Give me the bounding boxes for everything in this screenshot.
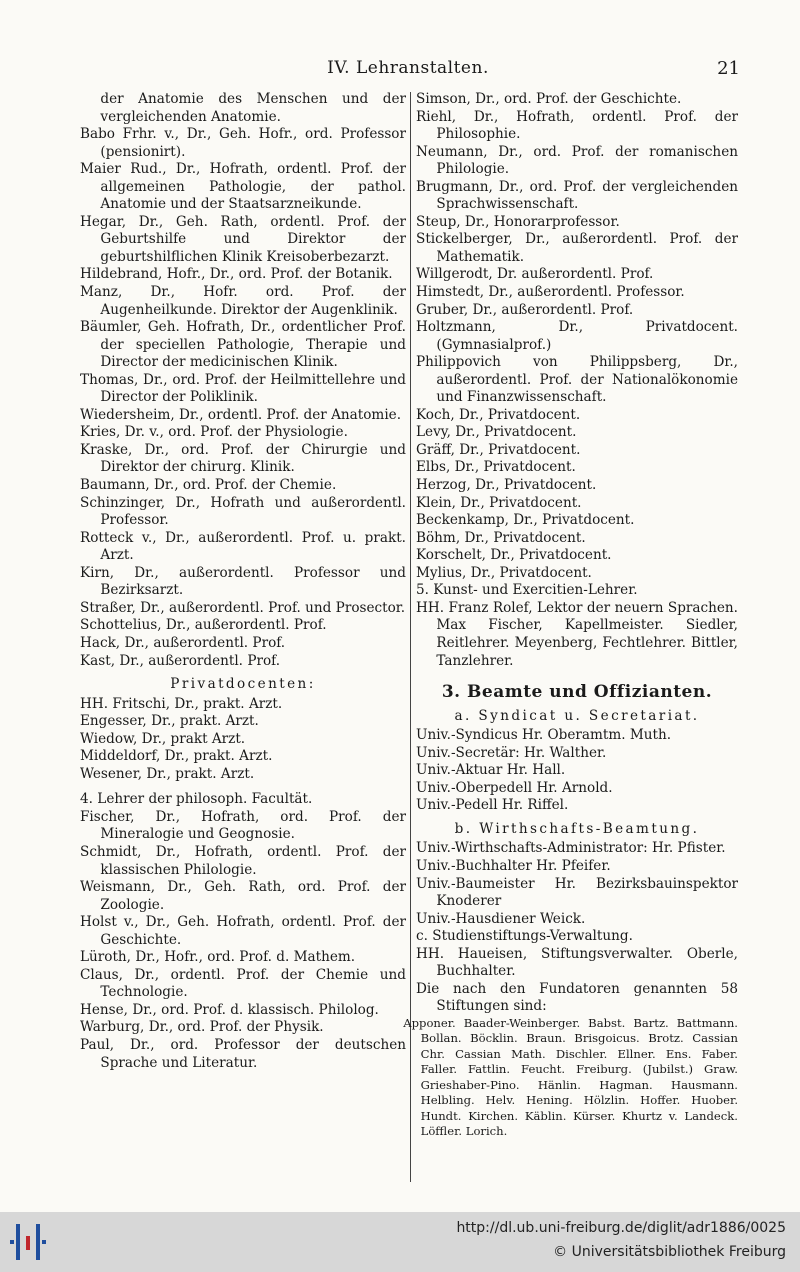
entry: Univ.-Baumeister Hr. Bezirksbauinspektor Knoderer [416, 875, 738, 910]
entry: HH. Fritschi, Dr., prakt. Arzt. [80, 695, 283, 712]
entry: Himstedt, Dr., außerordentl. Professor. [416, 284, 685, 301]
entry: Schinzinger, Dr., Hofrath und außerordentl. Professor. [80, 494, 406, 529]
entry: Kries, Dr. v., ord. Prof. der Physiologie. [80, 424, 348, 441]
entry: Simson, Dr., ord. Prof. der Geschichte. [416, 91, 682, 107]
entry: Schottelius, Dr., außerordentl. Prof. [80, 617, 327, 634]
entry: Beckenkamp, Dr., Privatdocent. [416, 512, 635, 529]
entry: Klein, Dr., Privatdocent. [416, 494, 582, 511]
entry: Stickelberger, Dr., außerordentl. Prof. der Mathematik. [416, 231, 738, 265]
entry: Steup, Dr., Honorarprofessor. [416, 213, 620, 230]
entry: Univ.-Aktuar Hr. Hall. [416, 762, 566, 779]
entry: Univ.-Pedell Hr. Riffel. [416, 797, 569, 814]
entry: Gruber, Dr., außerordentl. Prof. [416, 301, 634, 318]
entry: Riehl, Dr., Hofrath, ordentl. Prof. der Philosophie. [416, 108, 738, 143]
viewer-footer [0, 1212, 800, 1272]
entry: HH. Franz Rolef, Lektor der neuern Sprachen. Max Fischer, Kapellmeister. Siedler, Reitlehrer. Meyenberg, Fechtlehrer. Bittler, Tanzlehrer. [416, 599, 738, 669]
section-heading: a. Syndicat u. Secretariat. [454, 707, 700, 724]
entry: Brugmann, Dr., ord. Prof. der vergleichenden Sprachwissenschaft. [416, 178, 738, 213]
entry: Die nach den Fundatoren genannten 58 Stiftungen sind: [416, 980, 738, 1015]
entry: Mylius, Dr., Privatdocent. [416, 564, 592, 581]
entry: Philippovich von Philippsberg, Dr., außerordentl. Prof. der Nationalökonomie und Finanzwissenschaft. [416, 354, 738, 406]
entry: Hense, Dr., ord. Prof. d. klassisch. Philolog. [80, 1001, 379, 1018]
section-heading: 3. Beamte und Offizianten. [441, 682, 713, 703]
entry: Gräff, Dr., Privatdocent. [416, 441, 581, 458]
entry: Fischer, Dr., Hofrath, ord. Prof. der Mineralogie und Geognosie. [80, 808, 406, 843]
entry: Holtzmann, Dr., Privatdocent. (Gymnasialprof.) [416, 319, 738, 353]
entry: Kirn, Dr., außerordentl. Professor und Bezirksarzt. [80, 564, 406, 599]
entry: Weismann, Dr., Geh. Rath, ord. Prof. der Zoologie. [80, 879, 406, 913]
entry: Willgerodt, Dr. außerordentl. Prof. [416, 266, 654, 283]
entry: Univ.-Buchhalter Hr. Pfeifer. [416, 857, 611, 874]
right-column [403, 91, 738, 1140]
entry: Thomas, Dr., ord. Prof. der Heilmittellehre und Director der Poliklinik. [80, 371, 406, 406]
entry: 4. Lehrer der philosoph. Facultät. [80, 791, 313, 808]
entry: Wiedow, Dr., prakt Arzt. [80, 730, 246, 747]
entry: Univ.-Hausdiener Weick. [416, 910, 586, 927]
entry: Middeldorf, Dr., prakt. Arzt. [80, 748, 273, 765]
entry: Hildebrand, Hofr., Dr., ord. Prof. der Botanik. [80, 266, 393, 283]
running-title: IV. Lehranstalten. [327, 58, 489, 78]
entry: Schmidt, Dr., Hofrath, ordentl. Prof. der klassischen Philologie. [80, 843, 406, 878]
copyright-notice: © Universitätsbibliothek Freiburg [553, 1244, 786, 1260]
entry: Univ.-Secretär: Hr. Walther. [416, 744, 607, 761]
entry: Bäumler, Geh. Hofrath, Dr., ordentlicher Prof. der speciellen Pathologie, Therapie und Director der medicinischen Klinik. [80, 319, 406, 371]
entry: Apponer. Baader-Weinberger. Babst. Bartz. Battmann. Bollan. Böcklin. Braun. Brisgoicus. Brotz. Cassian Chr. Cassian Math. Dischler. Ellner. Ens. Faber. Faller. Fattlin. Feucht. Freiburg. (Jubilst.) Graw. Grieshaber-Pino. Hänlin. Hagman. Hausmann. Helbling. Helv. Hening. Hölzlin. Hoffer. Huober. Hundt. Kirchen. Käblin. Kürser. Khurtz v. Landeck. Löffler. Lorich. [403, 1015, 738, 1139]
entry: Korschelt, Dr., Privatdocent. [416, 547, 612, 564]
entry: Hegar, Dr., Geh. Rath, ordentl. Prof. der Geburtshilfe und Direktor der geburtshilflichen Klinik Kreisoberbezarzt. [80, 213, 406, 265]
entry: Manz, Dr., Hofr. ord. Prof. der Augenheilkunde. Direktor der Augenklinik. [80, 284, 406, 318]
entry: Claus, Dr., ordentl. Prof. der Chemie und Technologie. [80, 966, 406, 1001]
entry: Baumann, Dr., ord. Prof. der Chemie. [80, 477, 337, 494]
entry: Kast, Dr., außerordentl. Prof. [80, 652, 281, 669]
entry: der Anatomie des Menschen und der vergleichenden Anatomie. [100, 91, 406, 125]
entry: c. Studienstiftungs-Verwaltung. [416, 928, 633, 945]
entry: Herzog, Dr., Privatdocent. [416, 477, 597, 494]
entry: Maier Rud., Dr., Hofrath, ordentl. Prof. der allgemeinen Pathologie, der pathol. Anatomie und der Staatsarzneikunde. [80, 161, 406, 213]
section-heading: b. Wirthschafts-Beamtung. [454, 820, 700, 837]
library-logo-icon [10, 1222, 46, 1262]
entry: Böhm, Dr., Privatdocent. [416, 529, 586, 546]
entry: Levy, Dr., Privatdocent. [416, 424, 577, 441]
entry: Koch, Dr., Privatdocent. [416, 406, 581, 423]
source-url[interactable]: http://dl.ub.uni-freiburg.de/diglit/adr1886/0025 [456, 1220, 786, 1236]
entry: Warburg, Dr., ord. Prof. der Physik. [80, 1019, 324, 1036]
entry: Wiedersheim, Dr., ordentl. Prof. der Anatomie. [80, 406, 402, 423]
entry: Hack, Dr., außerordentl. Prof. [80, 634, 286, 651]
entry: Kraske, Dr., ord. Prof. der Chirurgie und Direktor der chirurg. Klinik. [80, 441, 406, 476]
entry: Lüroth, Dr., Hofr., ord. Prof. d. Mathem. [80, 949, 356, 966]
entry: Univ.-Syndicus Hr. Oberamtm. Muth. [416, 727, 672, 744]
left-column [80, 91, 406, 1072]
entry: Straßer, Dr., außerordentl. Prof. und Prosector. [80, 599, 406, 616]
section-heading: Privatdocenten: [170, 676, 316, 693]
entry: Univ.-Wirthschafts-Administrator: Hr. Pfister. [416, 840, 726, 857]
entry: Engesser, Dr., prakt. Arzt. [80, 713, 259, 730]
entry: 5. Kunst- und Exercitien-Lehrer. [416, 582, 638, 599]
page-number: 21 [717, 58, 740, 79]
entry: Holst v., Dr., Geh. Hofrath, ordentl. Prof. der Geschichte. [80, 914, 406, 948]
entry: Univ.-Oberpedell Hr. Arnold. [416, 779, 613, 796]
entry: HH. Haueisen, Stiftungsverwalter. Oberle, Buchhalter. [416, 945, 738, 980]
entry: Elbs, Dr., Privatdocent. [416, 459, 576, 476]
page-header [76, 58, 740, 88]
entry: Rotteck v., Dr., außerordentl. Prof. u. prakt. Arzt. [80, 529, 406, 564]
entry: Neumann, Dr., ord. Prof. der romanischen Philologie. [416, 143, 738, 178]
entry: Babo Frhr. v., Dr., Geh. Hofr., ord. Professor (pensionirt). [80, 126, 406, 160]
entry: Paul, Dr., ord. Professor der deutschen Sprache und Literatur. [80, 1036, 406, 1071]
entry: Wesener, Dr., prakt. Arzt. [80, 765, 255, 782]
